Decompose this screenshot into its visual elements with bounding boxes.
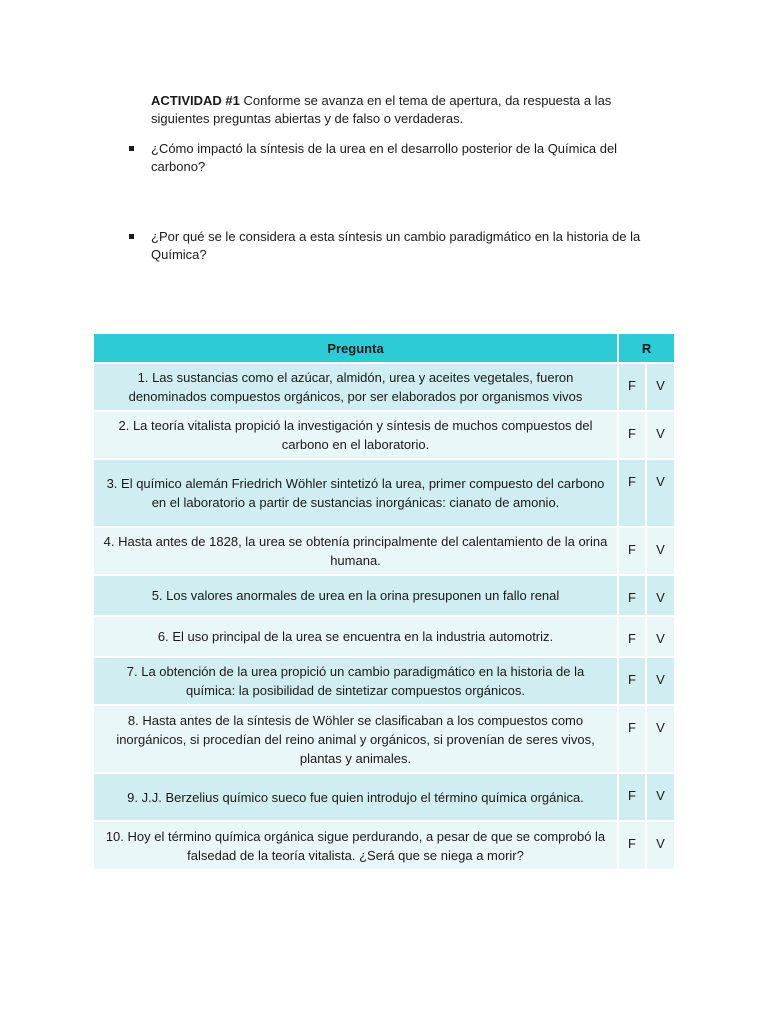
question-cell: 1. Las sustancias como el azúcar, almidón, urea y aceites vegetales, fueron denominados compuestos orgánicos, por ser elaborados por organismos vivos xyxy=(94,363,618,411)
header-question: Pregunta xyxy=(94,334,618,363)
option-true[interactable]: V xyxy=(646,657,674,705)
option-true[interactable]: V xyxy=(646,773,674,821)
table-row xyxy=(94,411,674,459)
option-false[interactable]: F xyxy=(618,527,646,575)
option-true[interactable]: V xyxy=(646,616,674,657)
open-question-2 xyxy=(151,228,671,264)
option-false[interactable]: F xyxy=(618,821,646,869)
table-row xyxy=(94,773,674,821)
header-answer: R xyxy=(618,334,674,363)
activity-instructions xyxy=(151,92,671,128)
option-true[interactable]: V xyxy=(646,705,674,773)
option-false[interactable]: F xyxy=(618,459,646,527)
question-cell: 4. Hasta antes de 1828, la urea se obtenía principalmente del calentamiento de la orina humana. xyxy=(94,527,618,575)
option-true[interactable]: V xyxy=(646,411,674,459)
option-true[interactable]: V xyxy=(646,527,674,575)
activity-text: Conforme se avanza en el tema de apertura, da respuesta a las siguientes preguntas abiertas y de falso o verdaderas. xyxy=(151,93,612,126)
option-false[interactable]: F xyxy=(618,575,646,616)
table-row xyxy=(94,657,674,705)
table-row xyxy=(94,459,674,527)
option-true[interactable]: V xyxy=(646,363,674,411)
table-header-row xyxy=(94,334,674,363)
table-row xyxy=(94,527,674,575)
option-false[interactable]: F xyxy=(618,657,646,705)
question-cell: 10. Hoy el término química orgánica sigue perdurando, a pesar de que se comprobó la falsedad de la teoría vitalista. ¿Será que se niega a morir? xyxy=(94,821,618,869)
table-row xyxy=(94,821,674,869)
table-row xyxy=(94,575,674,616)
true-false-table xyxy=(94,334,674,869)
question-cell: 9. J.J. Berzelius químico sueco fue quien introdujo el término química orgánica. xyxy=(94,773,618,821)
option-false[interactable]: F xyxy=(618,773,646,821)
open-question-text: ¿Por qué se le considera a esta síntesis un cambio paradigmático en la historia de la Química? xyxy=(151,229,641,262)
table-row xyxy=(94,705,674,773)
question-cell: 2. La teoría vitalista propició la investigación y síntesis de muchos compuestos del carbono en el laboratorio. xyxy=(94,411,618,459)
question-cell: 7. La obtención de la urea propició un cambio paradigmático en la historia de la química: la posibilidad de sintetizar compuestos orgánicos. xyxy=(94,657,618,705)
option-true[interactable]: V xyxy=(646,821,674,869)
question-cell: 6. El uso principal de la urea se encuentra en la industria automotriz. xyxy=(94,616,618,657)
option-false[interactable]: F xyxy=(618,705,646,773)
open-question-text: ¿Cómo impactó la síntesis de la urea en el desarrollo posterior de la Química del carbono? xyxy=(151,141,618,174)
bullet-square-icon xyxy=(129,234,134,239)
question-cell: 8. Hasta antes de la síntesis de Wöhler se clasificaban a los compuestos como inorgánicos, si procedían del reino animal y orgánicos, si provenían de seres vivos, plantas y animales. xyxy=(94,705,618,773)
option-false[interactable]: F xyxy=(618,363,646,411)
open-question-1 xyxy=(151,140,671,176)
option-true[interactable]: V xyxy=(646,575,674,616)
bullet-square-icon xyxy=(129,146,134,151)
option-false[interactable]: F xyxy=(618,616,646,657)
table-row xyxy=(94,363,674,411)
question-cell: 3. El químico alemán Friedrich Wöhler sintetizó la urea, primer compuesto del carbono en el laboratorio a partir de sustancias inorgánicas: cianato de amonio. xyxy=(94,459,618,527)
question-cell: 5. Los valores anormales de urea en la orina presuponen un fallo renal xyxy=(94,575,618,616)
option-true[interactable]: V xyxy=(646,459,674,527)
table-row xyxy=(94,616,674,657)
option-false[interactable]: F xyxy=(618,411,646,459)
activity-label: ACTIVIDAD #1 xyxy=(151,93,240,108)
